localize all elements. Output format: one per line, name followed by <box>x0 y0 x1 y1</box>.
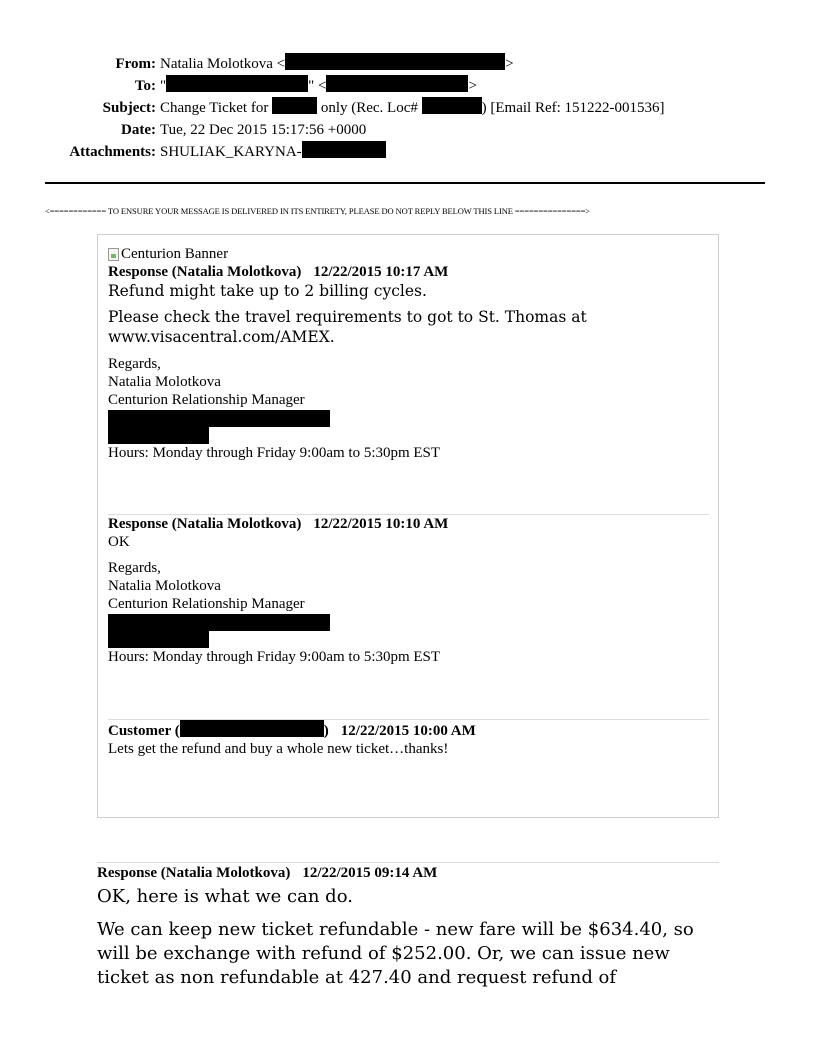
to-value <box>160 75 477 97</box>
entry-author: Response (Natalia Molotkova) <box>108 516 302 532</box>
entry-header <box>97 864 719 882</box>
header-divider <box>45 182 765 184</box>
thread-entry-2 <box>108 514 709 666</box>
to-row <box>0 75 816 97</box>
signature <box>108 355 709 462</box>
entry-date: 12/22/2015 09:14 AM <box>302 865 438 881</box>
subject-row <box>0 97 816 119</box>
to-close: > <box>468 78 477 94</box>
email-header <box>0 53 816 163</box>
signature <box>108 559 709 666</box>
redacted-to-email <box>326 75 468 92</box>
subject-part2: only (Rec. Loc# <box>320 100 418 116</box>
from-value <box>160 53 514 75</box>
signature-name: Natalia Molotkova <box>108 374 221 390</box>
date-label: Date: <box>121 122 156 138</box>
signature-regards: Regards, <box>108 356 161 372</box>
from-label: From: <box>115 56 156 72</box>
attachments-value[interactable] <box>160 141 386 163</box>
entry-message: OK, here is what we can do. <box>97 886 353 907</box>
entry-message: Refund might take up to 2 billing cycles. <box>108 282 427 300</box>
signature-name: Natalia Molotkova <box>108 578 221 594</box>
redacted-to-name <box>166 75 308 92</box>
attachments-row <box>0 141 816 163</box>
thread-entry-1 <box>108 245 709 462</box>
response-entry <box>97 862 719 990</box>
entry-message: OK <box>108 534 130 550</box>
entry-author: Response (Natalia Molotkova) <box>108 264 302 280</box>
redacted-from-email <box>285 53 505 70</box>
redacted-phone <box>108 614 330 631</box>
from-row <box>0 53 816 75</box>
to-label: To: <box>134 78 156 94</box>
signature-hours: Hours: Monday through Friday 9:00am to 5:30pm EST <box>108 649 441 665</box>
centurion-banner-image <box>108 245 709 263</box>
message-thread-box <box>97 234 719 818</box>
redacted-attachment-name <box>302 141 386 158</box>
subject-label: Subject: <box>102 100 156 116</box>
from-close: > <box>505 56 514 72</box>
entry-header <box>108 263 709 281</box>
entry-message: Please check the travel requirements to got to St. Thomas at www.visacentral.com/AMEX. <box>108 308 587 346</box>
reply-notice: <============ TO ENSURE YOUR MESSAGE IS DELIVERED IN ITS ENTIRETY, PLEASE DO NOT REPLY BELOW THIS LINE ===============> <box>45 206 590 216</box>
attachment-filename[interactable]: SHULIAK_KARYNA- <box>160 144 302 160</box>
entry-message: Lets get the refund and buy a whole new ticket…thanks! <box>108 741 449 757</box>
entry-date: 12/22/2015 10:10 AM <box>313 516 449 532</box>
signature-title: Centurion Relationship Manager <box>108 596 305 612</box>
entry-author: Response (Natalia Molotkova) <box>97 865 291 881</box>
broken-image-icon <box>108 248 119 261</box>
signature-title: Centurion Relationship Manager <box>108 392 305 408</box>
date-value: Tue, 22 Dec 2015 15:17:56 +0000 <box>160 122 367 138</box>
from-name: Natalia Molotkova < <box>160 56 286 72</box>
entry-message: We can keep new ticket refundable - new fare will be $634.40, so will be exchange with refund of $252.00. Or, we can issue new ticket as non refundable at 427.40 and request refund of <box>97 919 694 988</box>
redacted-extension <box>108 631 209 648</box>
entry-date: 12/22/2015 10:17 AM <box>313 264 449 280</box>
attachments-label: Attachments: <box>69 144 156 160</box>
entry-author-close: ) <box>323 723 329 739</box>
redacted-phone <box>108 410 330 427</box>
banner-alt-text: Centurion Banner <box>121 246 229 262</box>
redacted-customer-email <box>180 720 324 737</box>
signature-regards: Regards, <box>108 560 161 576</box>
entry-header <box>108 515 709 533</box>
redacted-extension <box>108 427 209 444</box>
redacted-subject-name <box>272 97 317 114</box>
subject-part1: Change Ticket for <box>160 100 269 116</box>
thread-entry-3 <box>108 719 709 758</box>
entry-date: 12/22/2015 10:00 AM <box>340 723 476 739</box>
subject-part3: ) [Email Ref: 151222-001536] <box>481 100 665 116</box>
signature-hours: Hours: Monday through Friday 9:00am to 5:30pm EST <box>108 445 441 461</box>
entry-author: Customer ( <box>108 723 180 739</box>
entry-header <box>108 720 709 740</box>
subject-value <box>160 97 665 119</box>
to-quote-open: " <box>160 78 167 94</box>
date-row <box>0 119 816 141</box>
redacted-record-locator <box>422 97 482 114</box>
to-quote-mid: " < <box>308 78 327 94</box>
